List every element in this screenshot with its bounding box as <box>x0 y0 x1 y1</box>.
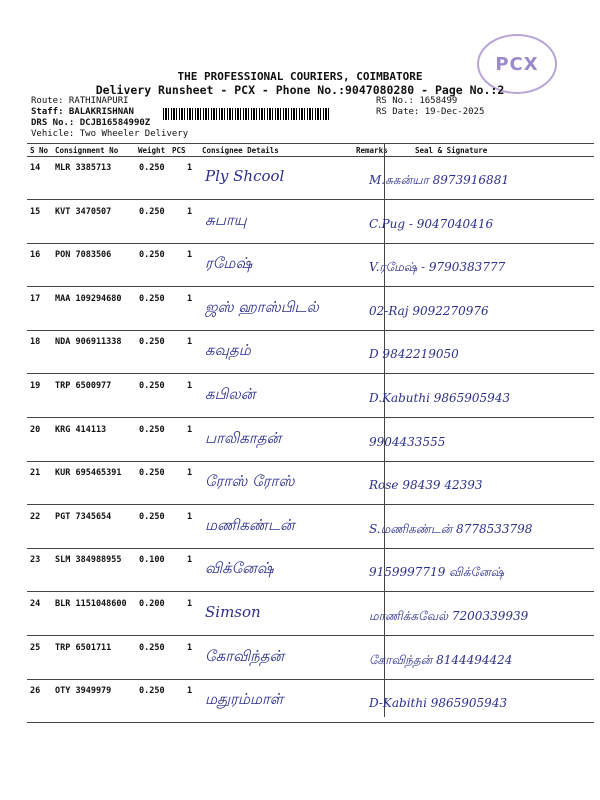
consignment-number: KUR 695465391 <box>55 468 122 479</box>
drs-number: DRS No.: DCJB16584990Z <box>31 118 151 128</box>
table-row <box>27 331 594 373</box>
col-remarks: Remarks <box>356 146 388 155</box>
pcx-stamp: PCX <box>477 34 557 94</box>
pieces-count: 1 <box>187 206 193 217</box>
consignee-handwriting: ரமேஷ் <box>205 254 253 273</box>
consignment-number: TRP 6500977 <box>55 381 112 391</box>
col-weight: Weight <box>138 146 166 155</box>
serial-number: 21 <box>30 468 41 479</box>
runsheet-title: Delivery Runsheet - PCX - Phone No.:9047080280 - Page No.:2 <box>95 83 505 97</box>
consignment-number: TRP 6501711 <box>55 642 112 653</box>
pieces-count: 1 <box>187 555 193 566</box>
consignment-number: KVT 3470507 <box>55 206 112 217</box>
serial-number: 20 <box>30 424 41 435</box>
consignment-number: MLR 3385713 <box>55 163 112 173</box>
barcode <box>163 108 331 120</box>
serial-number: 18 <box>30 337 41 348</box>
signature-handwriting: D.Kabuthi 9865905943 <box>369 391 511 405</box>
signature-handwriting: D-Kabithi 9865905943 <box>369 696 508 711</box>
consignee-handwriting: விக்னேஷ் <box>205 559 274 578</box>
weight-value: 0.250 <box>139 686 165 697</box>
consignee-handwriting: பாலிகாதன் <box>205 428 282 447</box>
serial-number: 24 <box>30 599 41 609</box>
weight-value: 0.250 <box>139 381 165 391</box>
consignee-handwriting: ஜஸ் ஹாஸ்பிடல் <box>205 297 319 316</box>
weight-value: 0.250 <box>139 337 165 348</box>
serial-number: 19 <box>30 381 41 391</box>
serial-number: 15 <box>30 206 41 217</box>
pieces-count: 1 <box>187 337 193 348</box>
table-top-border <box>27 143 594 144</box>
table-row <box>27 462 594 504</box>
pieces-count: 1 <box>187 163 193 173</box>
col-sno: S No <box>30 146 49 155</box>
weight-value: 0.200 <box>139 599 165 609</box>
pieces-count: 1 <box>187 424 193 435</box>
pieces-count: 1 <box>187 599 193 609</box>
signature-handwriting: D 9842219050 <box>369 347 459 362</box>
consignee-handwriting: கவுதம் <box>205 341 251 360</box>
weight-value: 0.250 <box>139 642 165 653</box>
table-row <box>27 549 594 591</box>
table-row <box>27 419 594 461</box>
signature-handwriting: 02-Raj 9092270976 <box>369 303 489 318</box>
staff: Staff: BALAKRISHNAN <box>31 107 134 117</box>
table-row <box>27 680 594 722</box>
weight-value: 0.250 <box>139 250 165 261</box>
rs-number: RS No.: 1658499 <box>376 96 458 106</box>
serial-number: 17 <box>30 293 41 304</box>
consignment-number: PON 7083506 <box>55 250 112 261</box>
consignee-handwriting: Ply Shcool <box>205 167 285 185</box>
weight-value: 0.250 <box>139 206 165 217</box>
table-row <box>27 244 594 286</box>
consignee-handwriting: மதுரம்மாள் <box>205 690 284 709</box>
consignee-handwriting: கபிலன் <box>205 385 256 403</box>
consignee-handwriting: மணிகண்டன் <box>205 515 295 534</box>
table-row <box>27 593 594 635</box>
consignment-number: SLM 384988955 <box>55 555 122 566</box>
signature-handwriting: S.மணிகண்டன் 8778533798 <box>369 521 533 536</box>
row-divider <box>27 722 594 723</box>
consignee-handwriting: சுபாயு <box>205 210 247 229</box>
serial-number: 22 <box>30 511 41 522</box>
weight-value: 0.250 <box>139 468 165 479</box>
consignment-number: PGT 7345654 <box>55 511 112 522</box>
pieces-count: 1 <box>187 293 193 304</box>
col-consignment: Consignment No <box>55 146 119 155</box>
pieces-count: 1 <box>187 381 193 391</box>
table-row <box>27 288 594 330</box>
signature-handwriting: கோவிந்தன் 8144494424 <box>369 652 513 667</box>
serial-number: 23 <box>30 555 41 566</box>
col-signature: Seal & Signature <box>415 146 488 155</box>
consignee-handwriting: ரோஸ் ரோஸ் <box>205 472 295 491</box>
table-row <box>27 375 594 417</box>
table-row <box>27 201 594 243</box>
serial-number: 14 <box>30 163 41 173</box>
weight-value: 0.250 <box>139 163 165 173</box>
rs-date: RS Date: 19-Dec-2025 <box>376 107 485 117</box>
signature-handwriting: 9159997719 விக்னேஷ் <box>369 565 505 580</box>
table-row <box>27 157 594 199</box>
serial-number: 25 <box>30 642 41 653</box>
table-row <box>27 506 594 548</box>
consignment-number: MAA 109294680 <box>55 293 122 304</box>
pieces-count: 1 <box>187 468 193 479</box>
pieces-count: 1 <box>187 686 193 697</box>
pieces-count: 1 <box>187 250 193 261</box>
pieces-count: 1 <box>187 642 193 653</box>
consignment-number: BLR 1151048600 <box>55 599 127 609</box>
meta-right <box>376 96 484 118</box>
vehicle: Vehicle: Two Wheeler Delivery <box>31 129 189 139</box>
serial-number: 26 <box>30 686 41 697</box>
signature-handwriting: மாணிக்கவேல் 7200339939 <box>369 609 529 623</box>
consignment-number: NDA 906911338 <box>55 337 122 348</box>
consignment-number: OTY 3949979 <box>55 686 112 697</box>
consignee-handwriting: கோவிந்தன் <box>205 646 285 665</box>
company-title: THE PROFESSIONAL COURIERS, COIMBATORE <box>177 70 423 83</box>
consignment-number: KRG 414113 <box>55 424 107 435</box>
signature-handwriting: V.ரமேஷ் - 9790383777 <box>369 260 506 275</box>
route: Route: RATHINAPURI <box>31 96 129 106</box>
weight-value: 0.250 <box>139 293 165 304</box>
pieces-count: 1 <box>187 511 193 522</box>
table-row <box>27 637 594 679</box>
weight-value: 0.250 <box>139 511 165 522</box>
col-consignee: Consignee Details <box>202 146 279 155</box>
signature-handwriting: 9904433555 <box>369 434 446 449</box>
col-pcs: PCS <box>172 146 186 155</box>
weight-value: 0.250 <box>139 424 165 435</box>
consignee-handwriting: Simson <box>205 603 261 621</box>
serial-number: 16 <box>30 250 41 261</box>
signature-handwriting: C.Pug - 9047040416 <box>369 216 494 231</box>
signature-handwriting: Rose 98439 42393 <box>369 478 483 493</box>
weight-value: 0.100 <box>139 555 165 566</box>
signature-handwriting: M.சுகன்யா 8973916881 <box>369 173 509 187</box>
